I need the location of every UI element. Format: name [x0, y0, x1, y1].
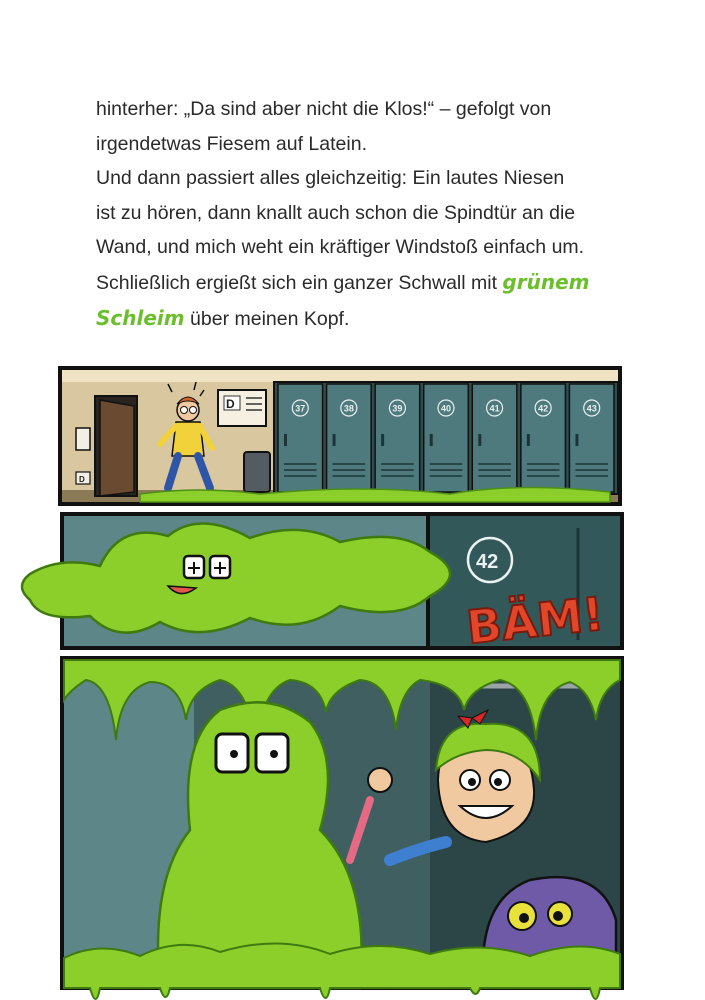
door-sign-letter: D [79, 475, 85, 484]
panel-hallway [60, 368, 620, 504]
text-line-1: hinterher: „Da sind aber nicht die Klos!“ – gefolgt von [96, 98, 552, 120]
floor-slime [140, 487, 610, 502]
notice-letter: D [226, 397, 235, 411]
notice-board [218, 390, 266, 426]
locker-handle [333, 434, 336, 446]
text-line-2: irgendetwas Fiesem auf Latein. [96, 132, 367, 155]
locker-handle [284, 434, 287, 446]
locker-handle [478, 434, 481, 446]
locker-handle [430, 434, 433, 446]
locker-handle [381, 434, 384, 446]
text-line-7-end: über meinen Kopf. [184, 307, 350, 330]
locker-number: 38 [343, 403, 354, 414]
text-line-7 [96, 301, 656, 337]
highlight-word-gruenem: grünem [502, 269, 590, 294]
locker-number: 39 [392, 403, 403, 414]
sound-effect-bam: BÄM! [464, 586, 607, 655]
story-text [96, 92, 656, 336]
panel-slime-splash [22, 514, 622, 655]
text-line-4: ist zu hören, dann knallt auch schon die Spindtür an die [96, 201, 576, 224]
locker-handle [575, 434, 578, 446]
big-locker-number: 42 [476, 551, 499, 573]
comic-illustration [0, 360, 705, 1000]
locker-number: 40 [440, 403, 452, 414]
trash-bin [244, 452, 270, 492]
locker-number: 42 [538, 403, 549, 414]
panel-slimed-characters [62, 658, 622, 999]
text-line-5: Wand, und mich weht ein kräftiger Windstoß einfach um. [96, 236, 585, 259]
text-line-3: Und dann passiert alles gleichzeitig: Ein lautes Niesen [96, 167, 565, 190]
locker-number: 37 [295, 403, 306, 414]
locker-handle [527, 434, 530, 446]
locker-number: 43 [586, 403, 597, 414]
text-line-6 [96, 265, 656, 301]
locker-row [274, 382, 618, 494]
text-line-6-start: Schließlich ergießt sich ein ganzer Schwall mit [96, 271, 503, 294]
highlight-word-schleim: Schleim [96, 305, 185, 330]
locker-number: 41 [489, 403, 500, 414]
